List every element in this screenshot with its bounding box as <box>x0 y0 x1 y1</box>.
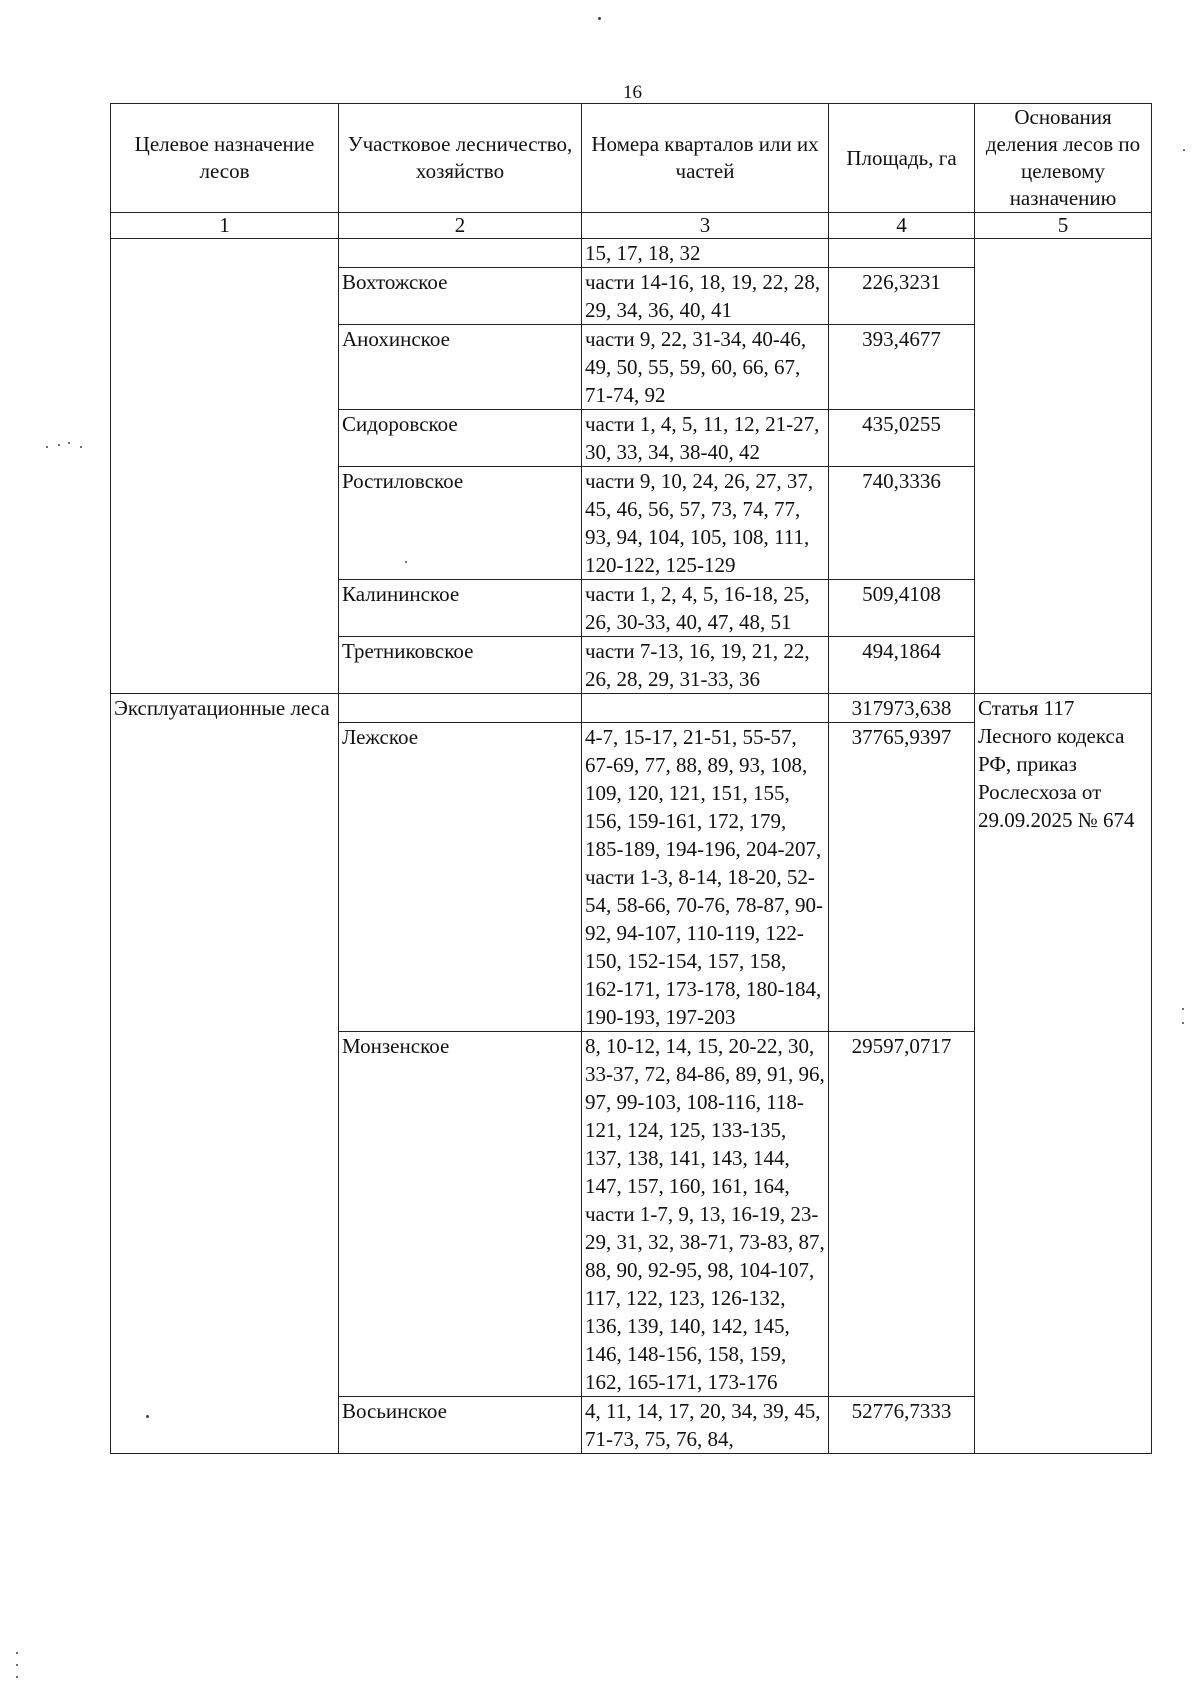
basis-cell: Статья 117 Лесного кодекса РФ, приказ Рослесхоза от 29.09.2025 № 674 <box>975 694 1152 1454</box>
quarters-cell: 15, 17, 18, 32 <box>582 239 829 268</box>
header-purpose: Целевое назначение лесов <box>111 104 339 213</box>
header-area: Площадь, га <box>829 104 975 213</box>
area-cell: 37765,9397 <box>829 723 975 1032</box>
area-cell: 226,3231 <box>829 268 975 325</box>
area-cell: 393,4677 <box>829 325 975 410</box>
header-quarters: Номера кварталов или их частей <box>582 104 829 213</box>
area-cell: 509,4108 <box>829 580 975 637</box>
forestry-cell: Сидоровское <box>339 410 582 467</box>
forestry-cell: Третниковское <box>339 637 582 694</box>
scan-speck <box>1182 1022 1184 1024</box>
forestry-cell: Калининское <box>339 580 582 637</box>
column-number: 1 <box>111 213 339 239</box>
column-number: 5 <box>975 213 1152 239</box>
quarters-cell: 4-7, 15-17, 21-51, 55-57, 67-69, 77, 88, 89, 93, 108, 109, 120, 121, 151, 155, 156, 159-161, 172, 179, 185-189, 194-196, 204-207, части 1-3, 8-14, 18-20, 52-54, 58-66, 70-76, 78-87, 90-92, 94-107, 110-119, 122-150, 152-154, 157, 158, 162-171, 173-178, 180-184, 190-193, 197-203 <box>582 723 829 1032</box>
quarters-cell: части 1, 4, 5, 11, 12, 21-27, 30, 33, 34, 38-40, 42 <box>582 410 829 467</box>
scan-speck <box>1182 1008 1184 1010</box>
table-row <box>111 694 1152 723</box>
area-cell <box>829 239 975 268</box>
quarters-cell: 4, 11, 14, 17, 20, 34, 39, 45, 71-73, 75, 76, 84, <box>582 1397 829 1454</box>
basis-cell-continued <box>975 239 1152 694</box>
scan-speck <box>68 442 70 444</box>
column-number: 3 <box>582 213 829 239</box>
total-area-cell: 317973,638 <box>829 694 975 723</box>
column-number-row <box>111 213 1152 239</box>
column-number: 4 <box>829 213 975 239</box>
quarters-cell: части 7-13, 16, 19, 21, 22, 26, 28, 29, 31-33, 36 <box>582 637 829 694</box>
purpose-cell: Эксплуатационные леса <box>111 694 339 1454</box>
scan-speck <box>58 444 60 446</box>
scan-speck <box>1183 149 1185 151</box>
forestry-cell: Монзенское <box>339 1032 582 1397</box>
table-header-row <box>111 104 1152 213</box>
forestry-cell: Анохинское <box>339 325 582 410</box>
forestry-cell <box>339 239 582 268</box>
forestry-cell: Ростиловское <box>339 467 582 580</box>
area-cell: 29597,0717 <box>829 1032 975 1397</box>
area-cell: 435,0255 <box>829 410 975 467</box>
quarters-cell <box>582 694 829 723</box>
quarters-cell: части 9, 10, 24, 26, 27, 37, 45, 46, 56, 57, 73, 74, 77, 93, 94, 104, 105, 108, 111, 120-122, 125-129 <box>582 467 829 580</box>
forestry-cell: Лежское <box>339 723 582 1032</box>
forestry-cell: Вохтожское <box>339 268 582 325</box>
quarters-cell: части 14-16, 18, 19, 22, 28, 29, 34, 36, 40, 41 <box>582 268 829 325</box>
scan-speck <box>16 1652 18 1654</box>
purpose-cell-continued <box>111 239 339 694</box>
forest-division-table <box>110 103 1152 1454</box>
table-row <box>111 239 1152 268</box>
scan-speck <box>46 446 48 448</box>
column-number: 2 <box>339 213 582 239</box>
scan-speck <box>598 17 601 20</box>
forestry-cell <box>339 694 582 723</box>
quarters-cell: части 9, 22, 31-34, 40-46, 49, 50, 55, 59, 60, 66, 67, 71-74, 92 <box>582 325 829 410</box>
area-cell: 494,1864 <box>829 637 975 694</box>
quarters-cell: 8, 10-12, 14, 15, 20-22, 30, 33-37, 72, 84-86, 89, 91, 96, 97, 99-103, 108-116, 118-121, 124, 125, 133-135, 137, 138, 141, 143, 144, 147, 157, 160, 161, 164, части 1-7, 9, 13, 16-19, 23-29, 31, 32, 38-71, 73-83, 87, 88, 90, 92-95, 98, 104-107, 117, 122, 123, 126-132, 136, 139, 140, 142, 145, 146, 148-156, 158, 159, 162, 165-171, 173-176 <box>582 1032 829 1397</box>
header-forestry: Участковое лесничество, хозяйство <box>339 104 582 213</box>
forestry-cell: Восьинское <box>339 1397 582 1454</box>
scan-speck <box>16 1676 18 1678</box>
page-number: 16 <box>623 82 642 103</box>
area-cell: 740,3336 <box>829 467 975 580</box>
quarters-cell: части 1, 2, 4, 5, 16-18, 25, 26, 30-33, 40, 47, 48, 51 <box>582 580 829 637</box>
scan-speck <box>80 446 82 448</box>
header-basis: Основания деления лесов по целевому назначению <box>975 104 1152 213</box>
area-cell: 52776,7333 <box>829 1397 975 1454</box>
scan-speck <box>16 1664 18 1666</box>
